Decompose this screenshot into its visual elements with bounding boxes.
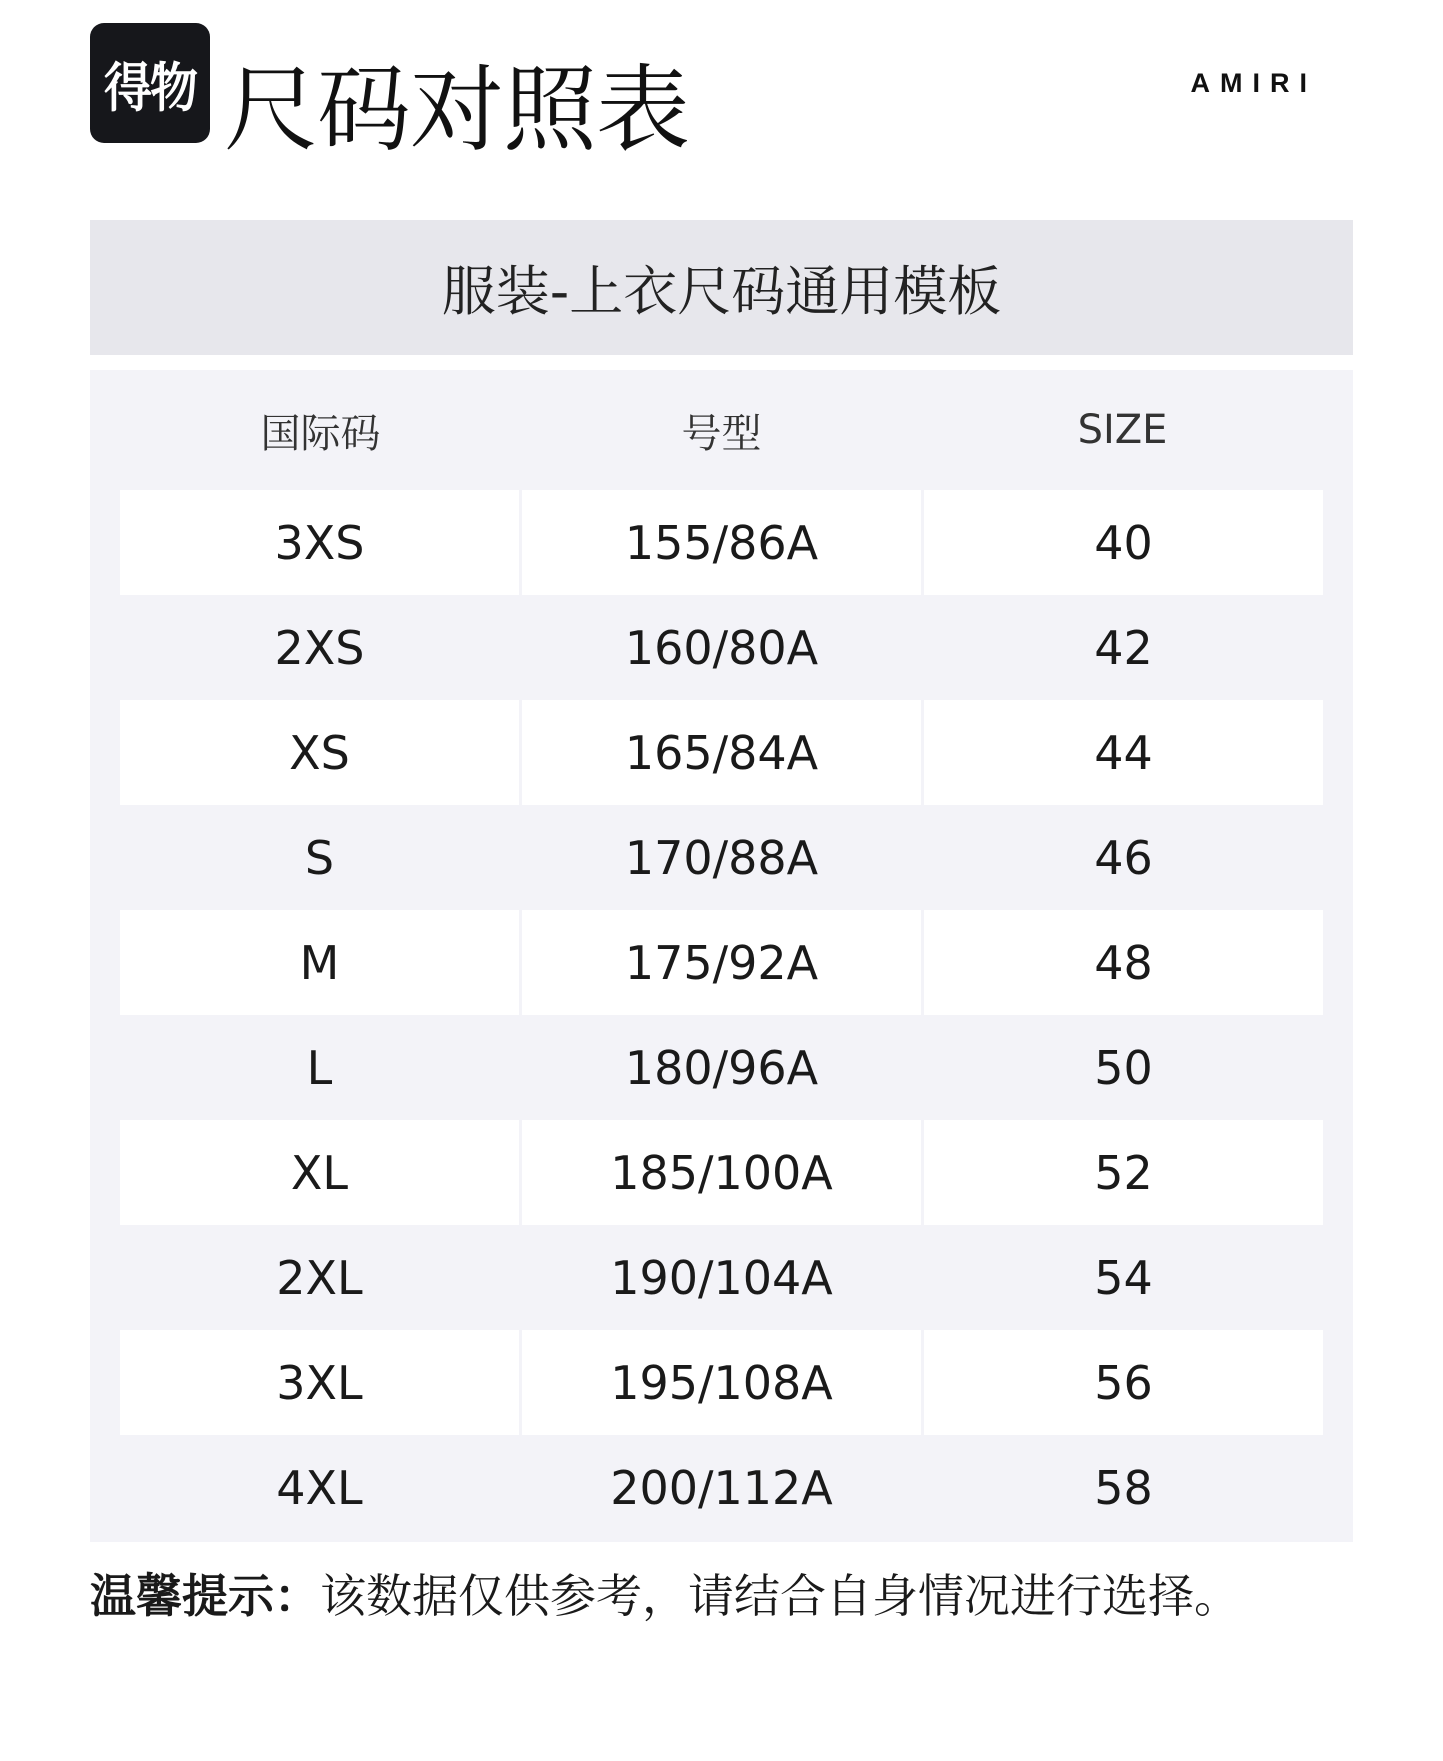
table-cell: 175/92A bbox=[522, 910, 921, 1015]
column-header: SIZE bbox=[1077, 407, 1168, 453]
table-cell: 3XL bbox=[120, 1330, 519, 1435]
table-cell: 48 bbox=[924, 910, 1323, 1015]
table-cell: 185/100A bbox=[522, 1120, 921, 1225]
table-cell: 170/88A bbox=[624, 830, 819, 885]
table-cell: 155/86A bbox=[522, 490, 921, 595]
tip-text: 该数据仅供参考，请结合自身情况进行选择。 bbox=[320, 1569, 1240, 1623]
table-cell: 46 bbox=[1094, 830, 1153, 885]
table-header-row bbox=[120, 370, 1323, 490]
subtitle-bar bbox=[90, 220, 1353, 355]
table-cell: 58 bbox=[1094, 1460, 1153, 1515]
table-row bbox=[120, 805, 1323, 910]
logo-text: 得物 bbox=[103, 57, 196, 119]
tip-note bbox=[90, 1560, 1240, 1626]
brand-name: AMIRI bbox=[1190, 68, 1317, 98]
table-cell: 52 bbox=[924, 1120, 1323, 1225]
tip-label: 温馨提示： bbox=[90, 1569, 320, 1623]
table-row bbox=[120, 490, 1323, 595]
table-cell: L bbox=[306, 1040, 333, 1095]
table-cell: 195/108A bbox=[522, 1330, 921, 1435]
table-row bbox=[120, 1120, 1323, 1225]
table-cell: 200/112A bbox=[610, 1460, 833, 1515]
table-cell: 3XS bbox=[120, 490, 519, 595]
table-row bbox=[120, 595, 1323, 700]
page-title: 尺码对照表 bbox=[224, 56, 690, 165]
table-cell: M bbox=[120, 910, 519, 1015]
table-row bbox=[120, 910, 1323, 1015]
column-header: 号型 bbox=[681, 410, 762, 457]
table-cell: 56 bbox=[924, 1330, 1323, 1435]
table-cell: S bbox=[304, 830, 335, 885]
table-row bbox=[120, 700, 1323, 805]
table-cell: 2XL bbox=[276, 1250, 363, 1305]
table-cell: 190/104A bbox=[610, 1250, 833, 1305]
table-cell: 40 bbox=[924, 490, 1323, 595]
table-cell: 2XS bbox=[274, 620, 365, 675]
table-row bbox=[120, 1330, 1323, 1435]
table-cell: 180/96A bbox=[624, 1040, 819, 1095]
table-cell: 54 bbox=[1094, 1250, 1153, 1305]
table-cell: 44 bbox=[924, 700, 1323, 805]
table-cell: XS bbox=[120, 700, 519, 805]
table-row bbox=[120, 1015, 1323, 1120]
size-table bbox=[90, 370, 1353, 1542]
table-cell: 50 bbox=[1094, 1040, 1153, 1095]
table-cell: 165/84A bbox=[522, 700, 921, 805]
table-row bbox=[120, 1435, 1323, 1540]
table-subtitle: 服装-上衣尺码通用模板 bbox=[441, 260, 1002, 323]
column-header: 国际码 bbox=[260, 410, 381, 457]
table-cell: 160/80A bbox=[624, 620, 819, 675]
table-cell: 4XL bbox=[276, 1460, 363, 1515]
table-body bbox=[120, 490, 1323, 1540]
table-cell: 42 bbox=[1094, 620, 1153, 675]
app-logo bbox=[90, 23, 210, 143]
table-cell: XL bbox=[120, 1120, 519, 1225]
table-row bbox=[120, 1225, 1323, 1330]
